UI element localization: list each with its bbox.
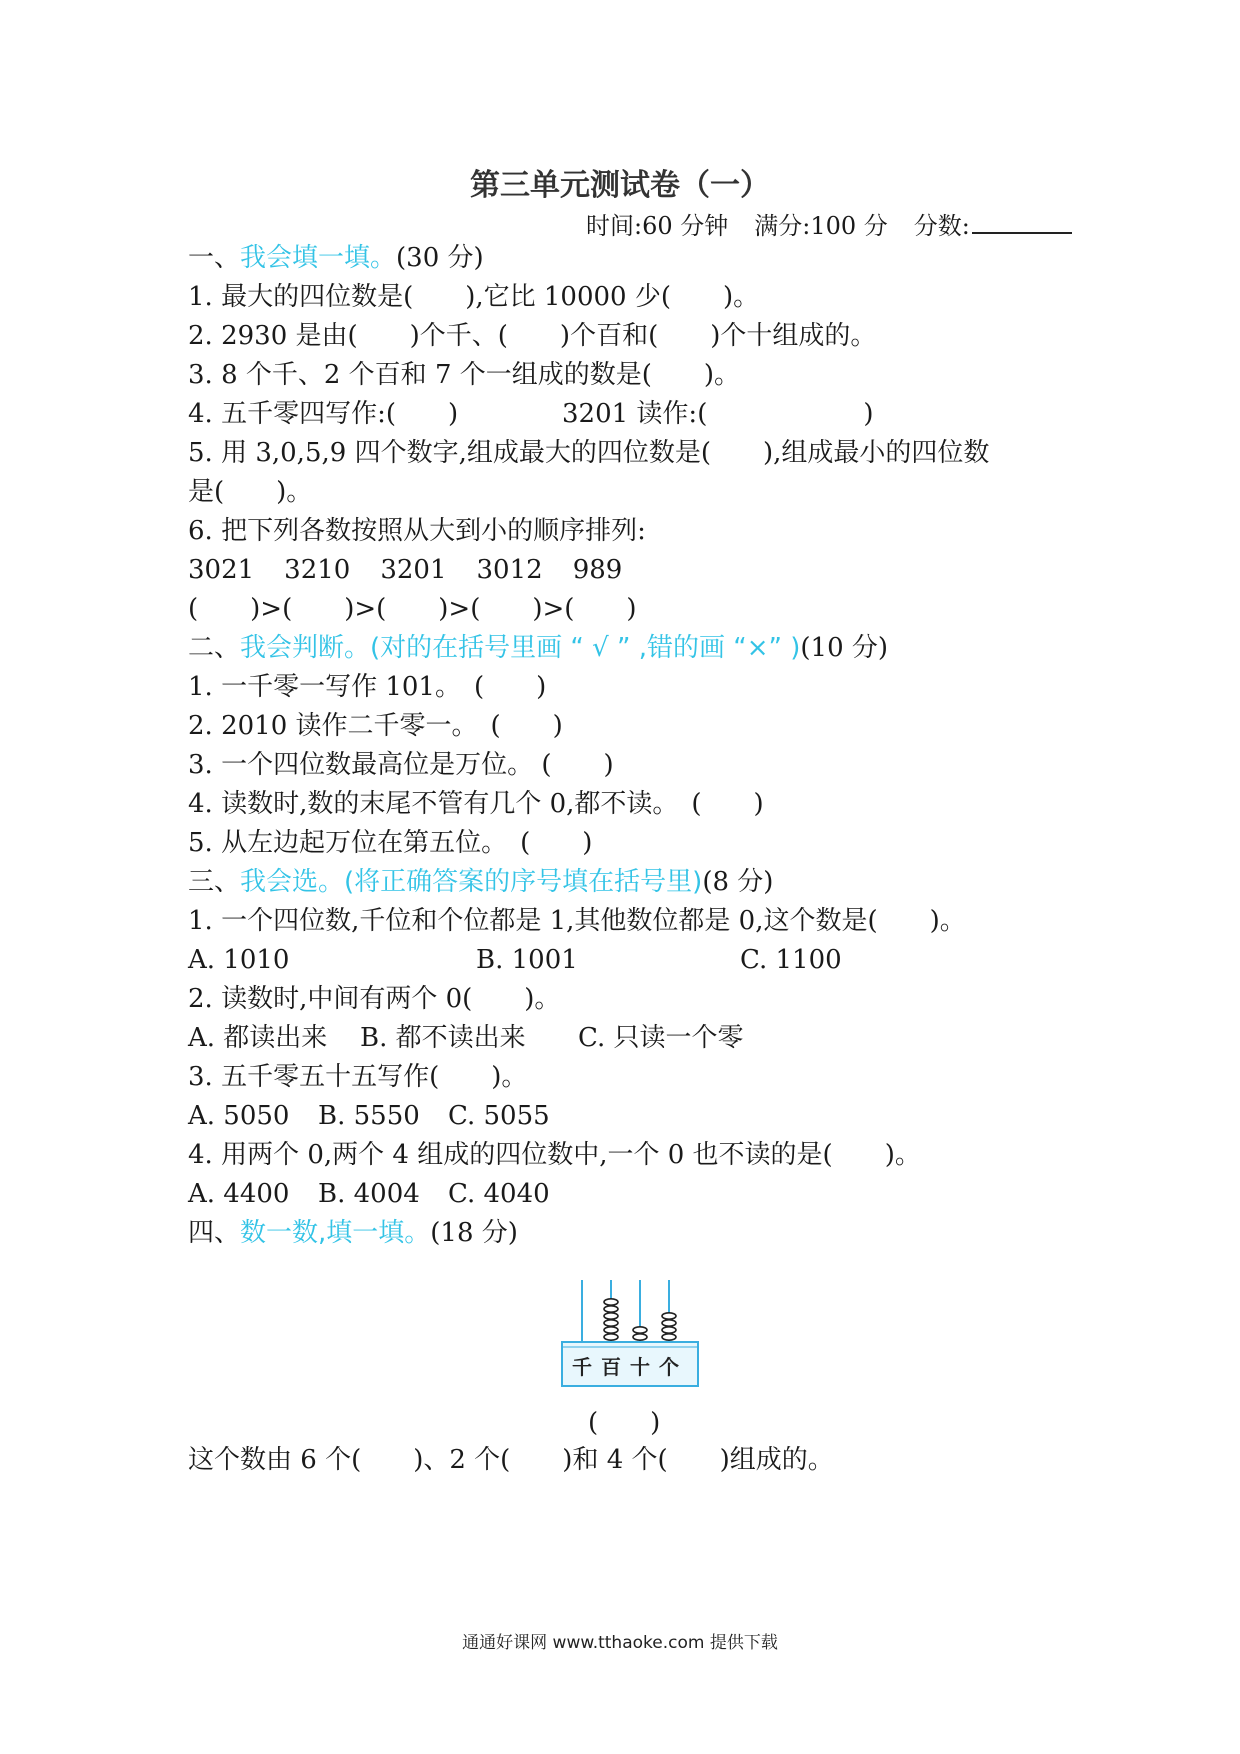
choose-option: B. 1001 — [476, 945, 578, 975]
abacus-bead — [662, 1313, 676, 1319]
abacus-bead — [604, 1320, 618, 1326]
number-item: 3021 — [188, 555, 255, 585]
abacus-bead — [604, 1299, 618, 1305]
abacus-bead — [633, 1334, 647, 1340]
choose-option: B. 4004 — [318, 1179, 420, 1209]
count-sentence: 这个数由 6 个( )、2 个( )和 4 个( )组成的。 — [188, 1445, 834, 1475]
fill-question-3: 3. 8 个千、2 个百和 7 个一组成的数是( )。 — [188, 360, 741, 390]
number-list — [188, 554, 622, 586]
choose-option: C. 1100 — [740, 945, 842, 975]
fill-question-6: 6. 把下列各数按照从大到小的顺序排列: — [188, 516, 646, 546]
abacus-place-label: 十 — [630, 1355, 650, 1379]
choose-option: A. 5050 — [188, 1101, 290, 1131]
section-1-heading: 一、我会填一填。(30 分) — [188, 243, 484, 273]
abacus-bead — [604, 1327, 618, 1333]
choose-option: C. 只读一个零 — [578, 1023, 744, 1053]
choose-question-2: 2. 读数时,中间有两个 0( )。 — [188, 984, 561, 1014]
abacus-bead — [662, 1334, 676, 1340]
abacus-place-label: 千 — [572, 1355, 592, 1379]
judge-question-5: 5. 从左边起万位在第五位。 ( ) — [188, 828, 593, 858]
time-limit: 时间:60 分钟 — [586, 212, 729, 240]
abacus-diagram — [560, 1280, 700, 1402]
exam-meta — [586, 206, 1072, 241]
abacus-bead — [604, 1313, 618, 1319]
fill-question-5-line1: 5. 用 3,0,5,9 四个数字,组成最大的四位数是( ),组成最小的四位数 — [188, 438, 990, 468]
choose-question-3: 3. 五千零五十五写作( )。 — [188, 1062, 528, 1092]
abacus-bead — [662, 1327, 676, 1333]
abacus-bead — [604, 1306, 618, 1312]
score-label: 分数: — [913, 212, 970, 240]
choose-option: C. 4040 — [448, 1179, 550, 1209]
section-2-heading: 二、我会判断。(对的在括号里画 “ √ ” ,错的画 “×” )(10 分) — [188, 633, 889, 663]
choose-question-1: 1. 一个四位数,千位和个位都是 1,其他数位都是 0,这个数是( )。 — [188, 906, 966, 936]
full-score: 满分:100 分 — [754, 212, 888, 240]
abacus-bead — [633, 1327, 647, 1333]
choose-option: A. 1010 — [188, 945, 290, 975]
abacus-bead — [662, 1320, 676, 1326]
page-title: 第三单元测试卷（一） — [470, 168, 770, 203]
judge-question-2: 2. 2010 读作二千零一。 ( ) — [188, 711, 563, 741]
choose-option: C. 5055 — [448, 1101, 550, 1131]
choose-question-4: 4. 用两个 0,两个 4 组成的四位数中,一个 0 也不读的是( )。 — [188, 1140, 921, 1170]
abacus-answer-blank: ( ) — [588, 1408, 661, 1438]
choose-option: B. 5550 — [318, 1101, 420, 1131]
choose-option: B. 都不读出来 — [360, 1023, 526, 1053]
footer-credit: 通通好课网 www.tthaoke.com 提供下载 — [462, 1633, 778, 1653]
score-blank[interactable] — [972, 210, 1072, 234]
fill-question-1: 1. 最大的四位数是( ),它比 10000 少( )。 — [188, 282, 760, 312]
section-4-heading: 四、数一数,填一填。(18 分) — [188, 1218, 518, 1248]
choose-option: A. 4400 — [188, 1179, 290, 1209]
fill-question-2: 2. 2930 是由( )个千、( )个百和( )个十组成的。 — [188, 321, 877, 351]
number-item: 3210 — [284, 555, 351, 585]
number-item: 3012 — [476, 555, 543, 585]
fill-question-4b: 3201 读作:( ) — [562, 399, 874, 429]
abacus-place-label: 百 — [601, 1355, 621, 1379]
fill-question-5-line2: 是( )。 — [188, 477, 313, 507]
choose-option: A. 都读出来 — [188, 1023, 328, 1053]
abacus-bead — [604, 1334, 618, 1340]
number-item: 3201 — [380, 555, 447, 585]
judge-question-4: 4. 读数时,数的末尾不管有几个 0,都不读。 ( ) — [188, 789, 764, 819]
judge-question-1: 1. 一千零一写作 101。 ( ) — [188, 672, 547, 702]
order-answer-blanks: ( )>( )>( )>( )>( ) — [188, 594, 637, 624]
judge-question-3: 3. 一个四位数最高位是万位。 ( ) — [188, 750, 614, 780]
section-3-heading: 三、我会选。(将正确答案的序号填在括号里)(8 分) — [188, 867, 774, 897]
number-item: 989 — [572, 555, 623, 585]
abacus-place-label: 个 — [659, 1355, 679, 1379]
fill-question-4a: 4. 五千零四写作:( ) — [188, 399, 459, 429]
